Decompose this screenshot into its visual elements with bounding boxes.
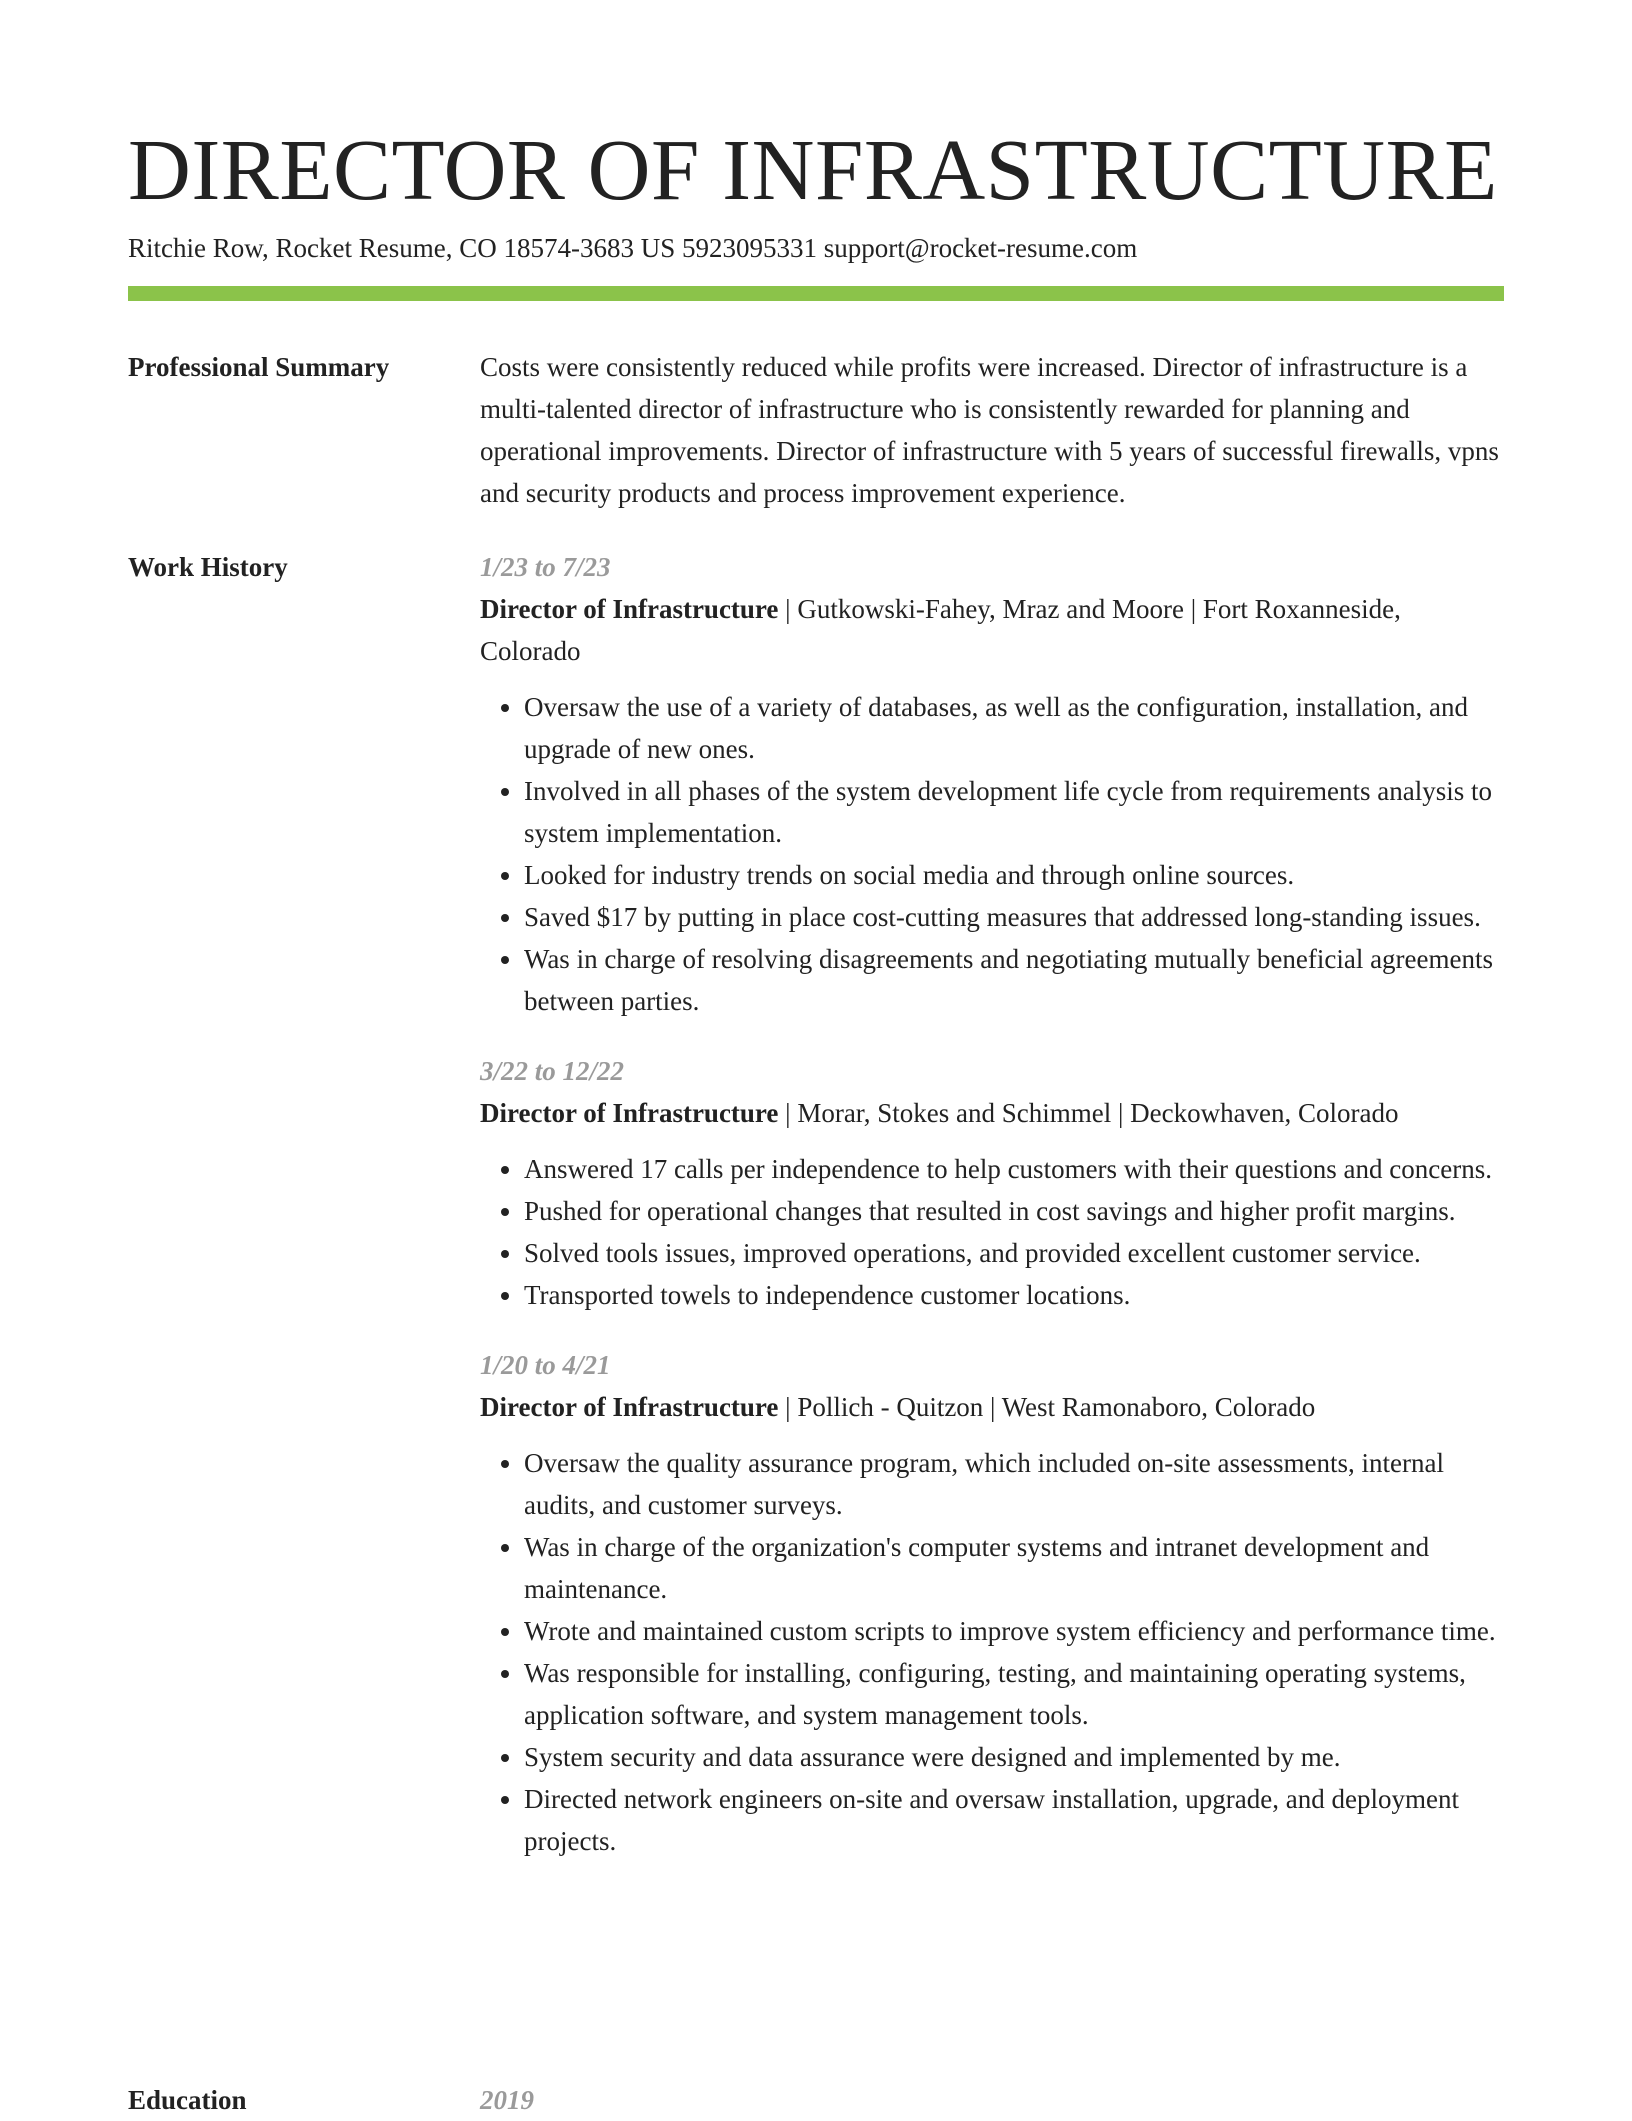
job-bullet: • Saved $17 by putting in place cost-cutting measures that addressed long-standing issues. (524, 896, 1504, 938)
work-history-body (480, 546, 1504, 1890)
job-bullet: • Involved in all phases of the system development life cycle from requirements analysis to system implementation. (524, 770, 1504, 854)
education-dates: 2019 (480, 2085, 534, 2115)
job-bullet: • Transported towels to independence customer locations. (524, 1274, 1504, 1316)
job-dates: 3/22 to 12/22 (480, 1056, 625, 1086)
job-entry (480, 1050, 1504, 1316)
summary-body (480, 346, 1504, 514)
job-bullet: • Pushed for operational changes that resulted in cost savings and higher profit margins. (524, 1190, 1504, 1232)
job-bullet: • Was in charge of resolving disagreements and negotiating mutually beneficial agreements between parties. (524, 938, 1504, 1022)
job-heading (480, 1386, 1504, 1428)
job-bullet: • Wrote and maintained custom scripts to improve system efficiency and performance time. (524, 1610, 1504, 1652)
job-company-location: | Morar, Stokes and Schimmel | Deckowhaven, Colorado (778, 1098, 1399, 1128)
contact-line: Ritchie Row, Rocket Resume, CO 18574-3683 US 5923095331 support@rocket-resume.com (128, 233, 1138, 263)
job-bullets (480, 1148, 1504, 1316)
section-label-summary: Professional Summary (128, 352, 390, 382)
job-bullets (480, 1442, 1504, 1862)
job-title: Director of Infrastructure (480, 1392, 779, 1422)
job-bullet: • Oversaw the quality assurance program, which included on-site assessments, internal audits, and customer surveys. (524, 1442, 1504, 1526)
job-title: Director of Infrastructure (480, 1098, 779, 1128)
job-bullet: • System security and data assurance were designed and implemented by me. (524, 1736, 1504, 1778)
job-bullet: • Was responsible for installing, configuring, testing, and maintaining operating systems, application software, and system management tools. (524, 1652, 1504, 1736)
accent-divider (128, 286, 1504, 301)
job-heading (480, 1092, 1504, 1134)
job-company-location: | Pollich - Quitzon | West Ramonaboro, Colorado (778, 1392, 1316, 1422)
job-bullet: • Directed network engineers on-site and oversaw installation, upgrade, and deployment projects. (524, 1778, 1504, 1862)
job-bullets (480, 686, 1504, 1022)
section-label-work-history: Work History (128, 552, 288, 582)
section-label-education: Education (128, 2085, 247, 2115)
job-company-location: | Gutkowski-Fahey, Mraz and Moore | Fort Roxanneside, Colorado (480, 594, 1401, 666)
job-bullet: • Oversaw the use of a variety of databases, as well as the configuration, installation, and upgrade of new ones. (524, 686, 1504, 770)
job-heading (480, 588, 1504, 672)
job-bullet: • Looked for industry trends on social media and through online sources. (524, 854, 1504, 896)
resume-title: DIRECTOR OF INFRASTRUCTURE (128, 121, 1498, 218)
job-dates: 1/23 to 7/23 (480, 552, 611, 582)
job-bullet: • Answered 17 calls per independence to help customers with their questions and concerns. (524, 1148, 1504, 1190)
education-body (480, 2079, 1504, 2121)
job-entry (480, 546, 1504, 1022)
job-entry (480, 1344, 1504, 1862)
job-dates: 1/20 to 4/21 (480, 1350, 611, 1380)
summary-text: Costs were consistently reduced while profits were increased. Director of infrastructure is a multi-talented director of infrastructure who is consistently rewarded for planning and operational improvements. Director of infrastructure with 5 years of successful firewalls, vpns and security products and process improvement experience. (480, 352, 1499, 508)
job-title: Director of Infrastructure (480, 594, 779, 624)
job-bullet: • Was in charge of the organization's computer systems and intranet development and maintenance. (524, 1526, 1504, 1610)
job-bullet: • Solved tools issues, improved operations, and provided excellent customer service. (524, 1232, 1504, 1274)
